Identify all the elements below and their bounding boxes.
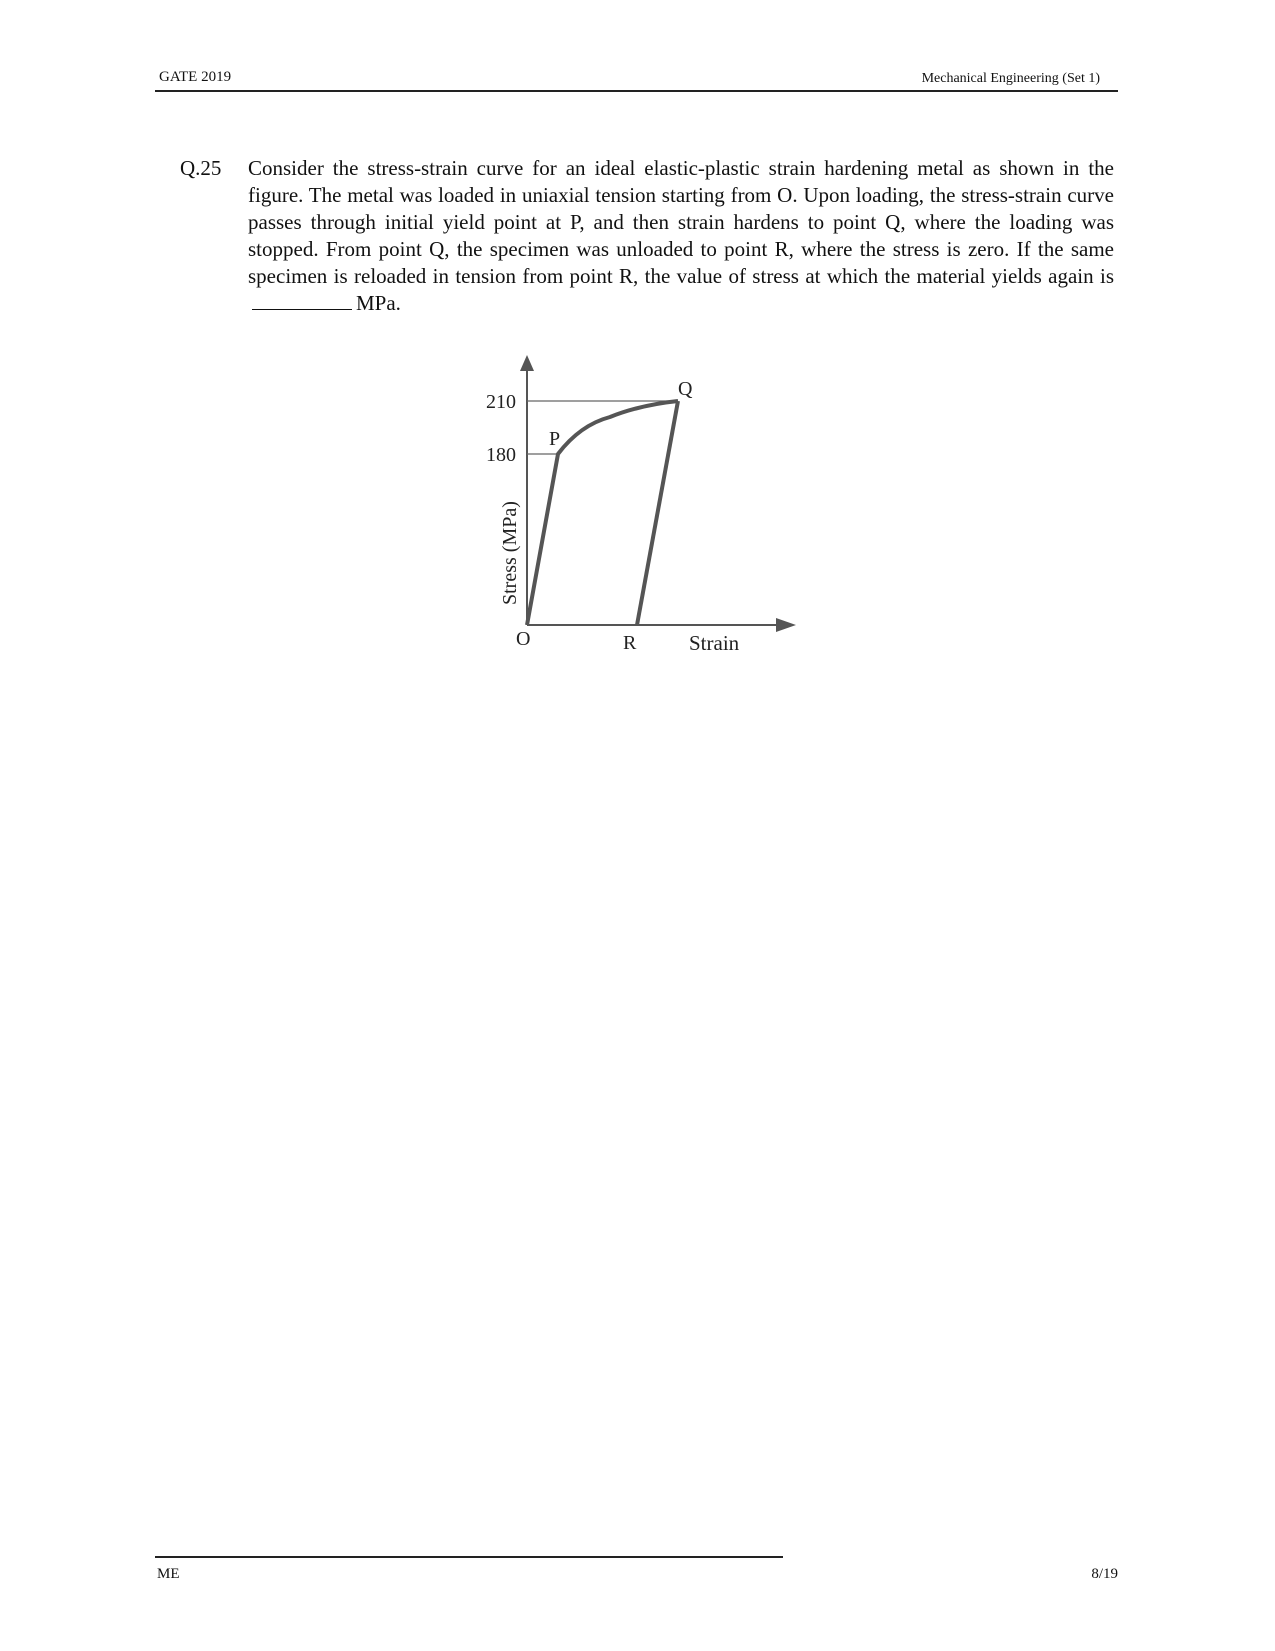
unloading-line bbox=[637, 401, 678, 625]
y-axis-label: Stress (MPa) bbox=[499, 501, 521, 605]
footer-rule bbox=[155, 1556, 783, 1558]
x-axis-arrow bbox=[776, 618, 796, 632]
question-text-unit: MPa. bbox=[356, 291, 401, 315]
label-Q: Q bbox=[678, 378, 693, 400]
answer-blank bbox=[252, 291, 352, 310]
label-R: R bbox=[623, 632, 637, 654]
tick-label-210: 210 bbox=[486, 391, 516, 413]
paper-title: Mechanical Engineering (Set 1) bbox=[921, 71, 1100, 86]
tick-label-180: 180 bbox=[486, 444, 516, 466]
page-footer bbox=[155, 1556, 1118, 1596]
question-text-main: Consider the stress-strain curve for an ideal elastic-plastic strain hardening metal as shown in the figure. The metal was loaded in uniaxial tension starting from O. Upon loading, the stress-strain curve passes through initial yield point at P, and then strain hardens to point Q, where the loading was stopped. From point Q, the specimen was unloaded to point R, where the stress is zero. If the same specimen is reloaded in tension from point R, the value of stress at which the material yields again is bbox=[248, 156, 1114, 288]
page-header bbox=[155, 66, 1118, 92]
page-number: 8/19 bbox=[1091, 1566, 1118, 1582]
paper-code: ME bbox=[157, 1566, 180, 1582]
stress-strain-figure bbox=[486, 355, 850, 695]
x-axis-label: Strain bbox=[689, 631, 740, 655]
label-P: P bbox=[549, 428, 561, 450]
y-axis-arrow bbox=[520, 355, 534, 371]
exam-title: GATE 2019 bbox=[159, 69, 232, 85]
label-O: O bbox=[516, 628, 531, 650]
question-text bbox=[248, 155, 1114, 317]
question-number: Q.25 bbox=[180, 156, 222, 180]
